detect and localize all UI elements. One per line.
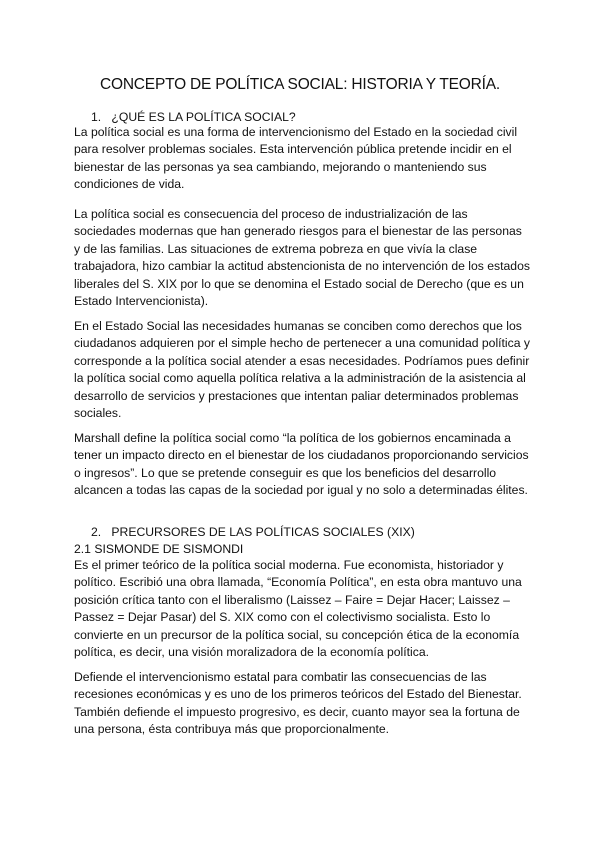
section-1-title: ¿QUÉ ES LA POLÍTICA SOCIAL? [111, 110, 296, 124]
section-2-paragraph: Defiende el intervencionismo estatal para combatir las consecuencias de las recesiones económicas y es uno de los primeros teóricos del Estado del Bienestar. También defiende el impuesto progresivo, es decir, cuanto mayor sea la fortuna de una persona, ésta contribuya más que proporcionalmente. [74, 670, 522, 737]
section-2-heading [91, 525, 415, 539]
section-2-paragraph: Es el primer teórico de la política social moderna. Fue economista, historiador y político. Escribió una obra llamada, “Economía Política”, en esta obra mantuvo una posición crítica tanto con el liberalismo (Laissez – Faire = Dejar Hacer; Laissez – Passez = Dejar Pasar) del S. XIX como con el colectivismo socialista. Esto lo convierte en un precursor de la política social, su concepción ética de la economía política, es decir, una visión moralizadora de la economía política. [74, 558, 522, 660]
section-1-heading [91, 110, 296, 124]
document-title: CONCEPTO DE POLÍTICA SOCIAL: HISTORIA Y TEORÍA. [99, 76, 501, 93]
section-2-title: PRECURSORES DE LAS POLÍTICAS SOCIALES (XIX) [111, 525, 415, 539]
section-1-number: 1. [91, 110, 102, 124]
section-1-paragraph: La política social es consecuencia del proceso de industrialización de las sociedades modernas que han generado riesgos para el bienestar de las personas y de las familias. Las situaciones de extrema pobreza en que vivía la clase trabajadora, hizo cambiar la actitud abstencionista de no intervención de los estados liberales del S. XIX por lo que se denomina el Estado social de Derecho (que es un Estado Intervencionista). [74, 207, 530, 309]
section-1-paragraph: Marshall define la política social como “la política de los gobiernos encaminada a tener un impacto directo en el bienestar de los ciudadanos proporcionando servicios o ingresos”. Lo que se pretende conseguir es que los beneficios del desarrollo alcancen a todas las capas de la sociedad por igual y no solo a determinadas élites. [74, 431, 529, 498]
section-2-number: 2. [91, 525, 102, 539]
section-1-paragraph: En el Estado Social las necesidades humanas se conciben como derechos que los ciudadanos adquieren por el simple hecho de pertenecer a una comunidad política y corresponde a la política social atender a esas necesidades. Podríamos pues definir la política social como aquella política relativa a la administración de la asistencia al desarrollo de servicios y prestaciones que intentan paliar determinados problemas sociales. [74, 319, 530, 421]
section-1-paragraph: La política social es una forma de intervencionismo del Estado en la sociedad civil para resolver problemas sociales. Esta intervención pública pretende incidir en el bienestar de las personas ya sea cambiando, mejorando o manteniendo sus condiciones de vida. [74, 125, 518, 192]
section-2-1-subheading: 2.1 SISMONDE DE SISMONDI [74, 542, 244, 556]
